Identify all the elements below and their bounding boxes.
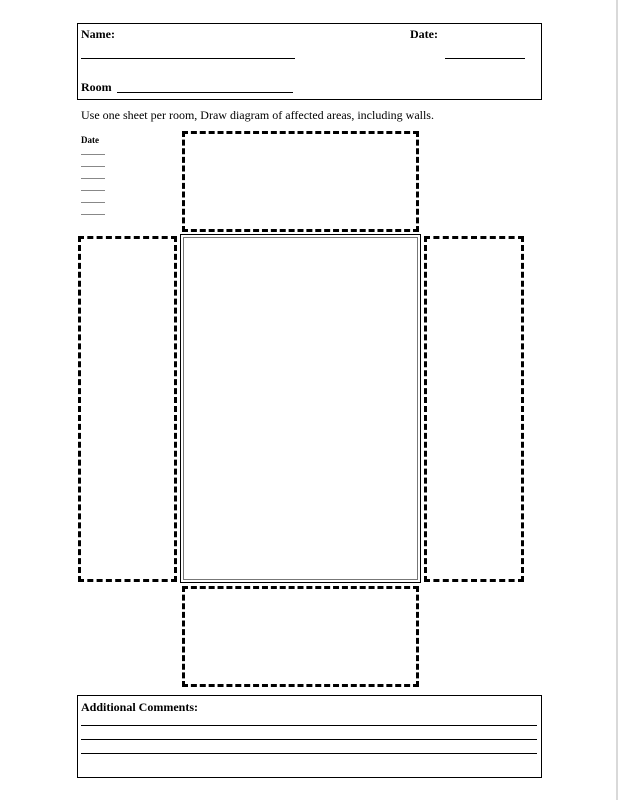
date-log-line[interactable] — [81, 214, 105, 215]
comment-line[interactable] — [81, 753, 537, 754]
floor-area[interactable] — [180, 234, 421, 583]
date-log-line[interactable] — [81, 202, 105, 203]
floor-inner-border — [183, 237, 418, 580]
date-log-line[interactable] — [81, 166, 105, 167]
name-field[interactable] — [81, 58, 295, 59]
room-field[interactable] — [117, 92, 293, 93]
date-log-line[interactable] — [81, 178, 105, 179]
header-box — [77, 23, 542, 100]
left-wall-area[interactable] — [78, 236, 177, 582]
comments-label: Additional Comments: — [81, 700, 199, 714]
right-wall-area[interactable] — [424, 236, 524, 582]
top-wall-area[interactable] — [182, 131, 419, 232]
comment-line[interactable] — [81, 725, 537, 726]
bottom-wall-area[interactable] — [182, 586, 419, 687]
date-field[interactable] — [445, 58, 525, 59]
date-log-label: Date — [81, 135, 99, 145]
date-log-line[interactable] — [81, 190, 105, 191]
instructions-text: Use one sheet per room, Draw diagram of affected areas, including walls. — [81, 108, 434, 122]
room-label: Room — [81, 80, 112, 94]
date-log-line[interactable] — [81, 154, 105, 155]
comment-line[interactable] — [81, 739, 537, 740]
date-label: Date: — [410, 27, 438, 41]
name-label: Name: — [81, 27, 115, 41]
